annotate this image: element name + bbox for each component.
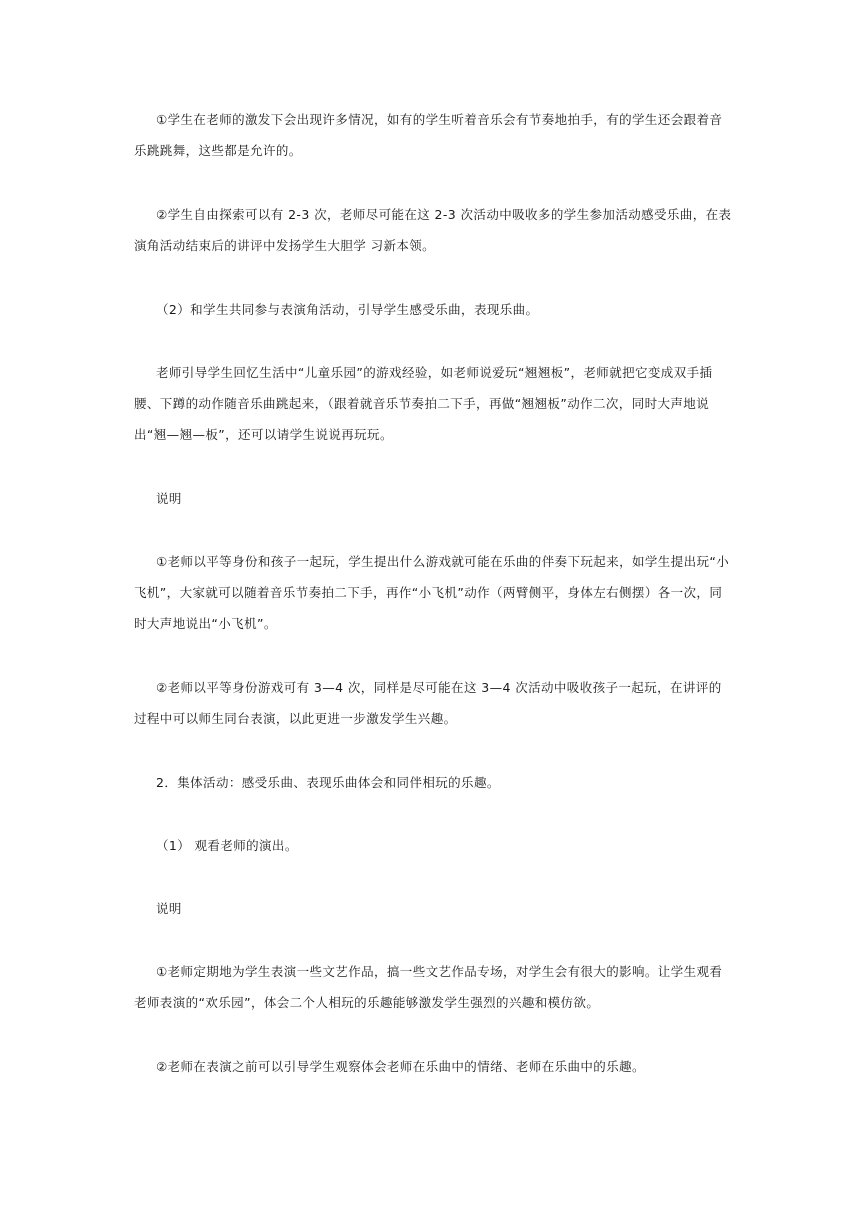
paragraph-5-heading: 说明 xyxy=(156,491,182,506)
paragraph-11: ①老师定期地为学生表演一些文艺作品，搞一些文艺作品专场，对学生会有很大的影响。让学生观看老师表演的“欢乐园”，体会二个人相玩的乐趣能够激发学生强烈的兴趣和模仿欲。 xyxy=(134,964,723,1010)
paragraph-9: （1） 观看老师的演出。 xyxy=(156,838,298,853)
paragraph-10-heading: 说明 xyxy=(156,901,182,916)
paragraph-2: ②学生自由探索可以有 2-3 次，老师尽可能在这 2-3 次活动中吸收多的学生参加活动感受乐曲，在表演角活动结束后的讲评中发扬学生大胆学 习新本领。 xyxy=(134,207,732,253)
paragraph-12: ②老师在表演之前可以引导学生观察体会老师在乐曲中的情绪、老师在乐曲中的乐趣。 xyxy=(156,1059,645,1074)
paragraph-3: （2）和学生共同参与表演角活动，引导学生感受乐曲，表现乐曲。 xyxy=(156,302,539,317)
paragraph-4: 老师引导学生回忆生活中“儿童乐园”的游戏经验，如老师说爱玩“翘翘板”，老师就把它变成双手插腰、下蹲的动作随音乐曲跳起来，（跟着就音乐节奏拍二下手，再做“翘翘板”动作二次，同时大声地说出“翘—翘—板”，还可以请学生说说再玩玩。 xyxy=(134,365,713,442)
paragraph-8: 2．集体活动：感受乐曲、表现乐曲体会和同伴相玩的乐趣。 xyxy=(156,775,500,790)
paragraph-1: ①学生在老师的激发下会出现许多情况，如有的学生听着音乐会有节奏地拍手，有的学生还会跟着音乐跳跳舞，这些都是允许的。 xyxy=(134,112,723,158)
paragraph-7: ②老师以平等身份游戏可有 3—4 次，同样是尽可能在这 3—4 次活动中吸收孩子一起玩，在讲评的过程中可以师生同台表演，以此更进一步激发学生兴趣。 xyxy=(134,680,722,726)
paragraph-6: ①老师以平等身份和孩子一起玩，学生提出什么游戏就可能在乐曲的伴奏下玩起来，如学生提出玩“小飞机”，大家就可以随着音乐节奏拍二下手，再作“小飞机”动作（两臂侧平，身体左右侧摆）各一次，同时大声地说出“小飞机”。 xyxy=(134,554,730,631)
